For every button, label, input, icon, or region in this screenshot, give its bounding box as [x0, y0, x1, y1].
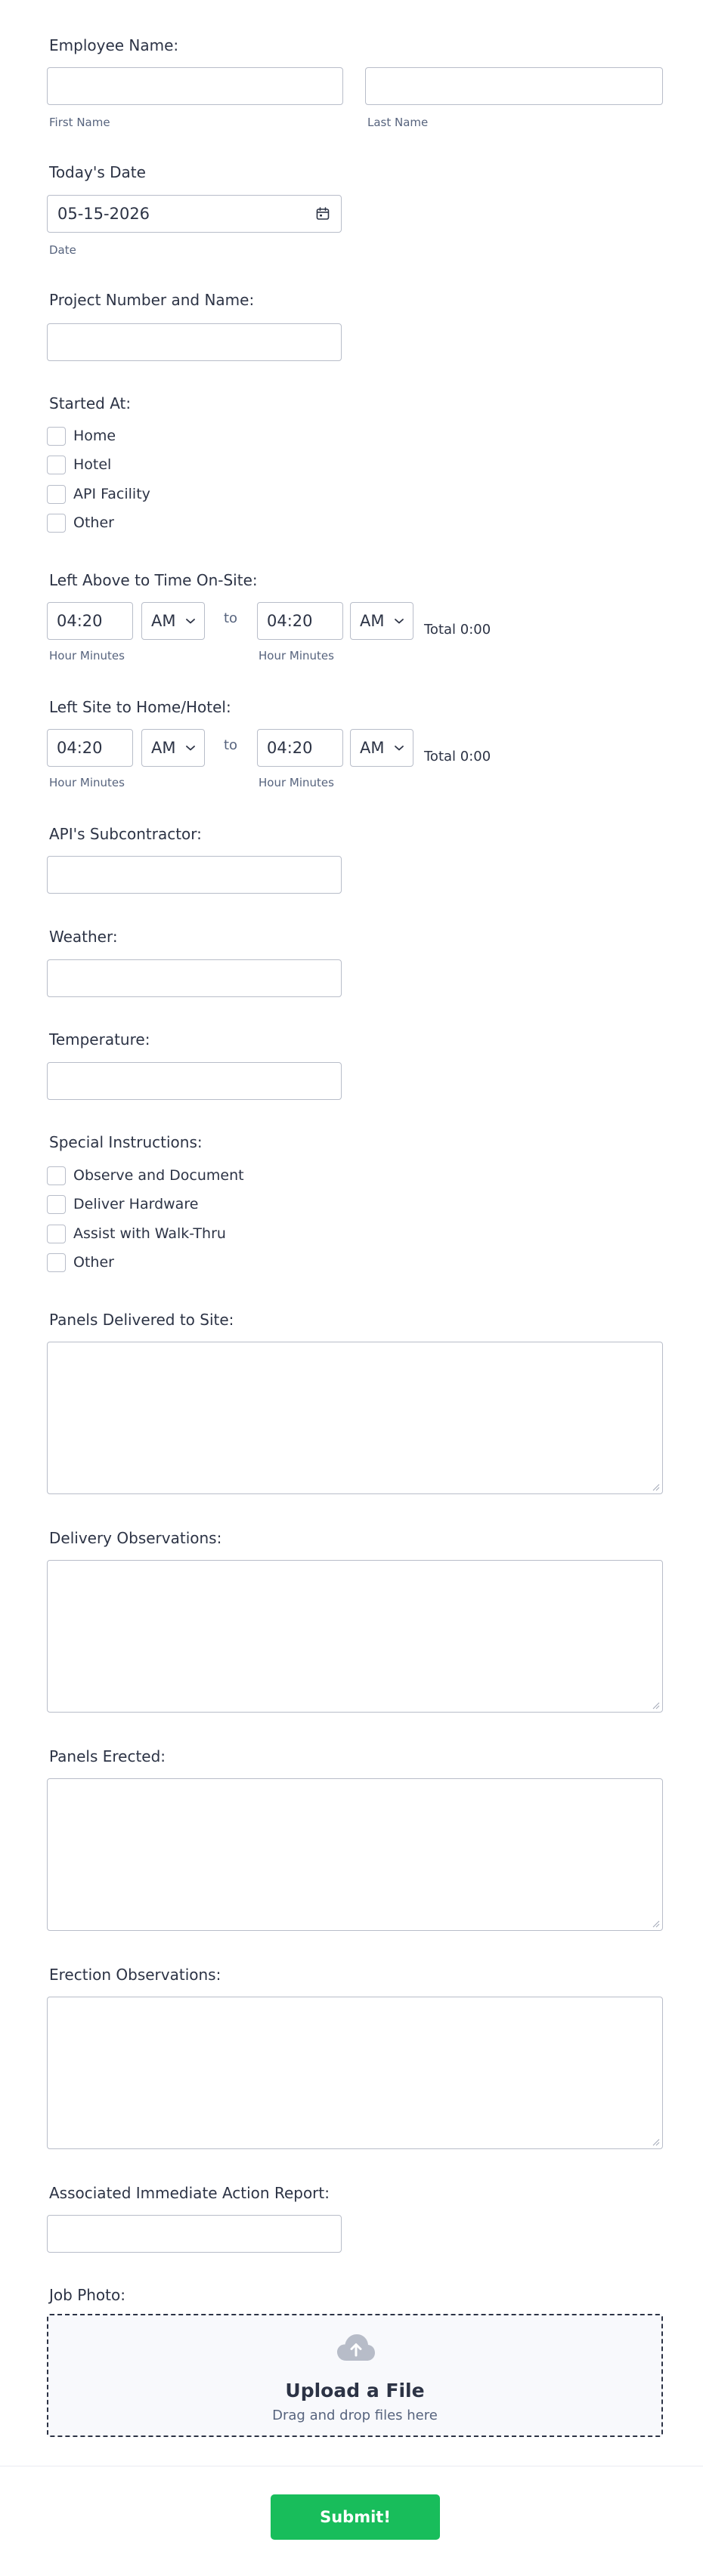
checkbox[interactable]: [47, 1195, 66, 1214]
checkbox[interactable]: [47, 1253, 66, 1272]
left-above-from-sublabel: Hour Minutes: [49, 649, 125, 663]
chevron-down-icon: [394, 744, 404, 752]
date-value: 05-15-2026: [57, 205, 150, 223]
left-site-total: Total 0:00: [424, 749, 491, 764]
left-above-to-ampm-select[interactable]: AM: [350, 602, 413, 640]
resize-grip-icon[interactable]: [651, 1919, 660, 1928]
weather-input[interactable]: [47, 959, 342, 997]
panels-delivered-label: Panels Delivered to Site:: [49, 1311, 234, 1329]
panels-delivered-textarea[interactable]: [47, 1342, 663, 1494]
left-above-label: Left Above to Time On-Site:: [49, 571, 258, 589]
todays-date-label: Today's Date: [49, 163, 146, 181]
time-range-to: to: [224, 610, 238, 626]
resize-grip-icon[interactable]: [651, 1482, 660, 1491]
left-above-to-sublabel: Hour Minutes: [259, 649, 334, 663]
started-at-option-api-facility[interactable]: API Facility: [47, 483, 150, 505]
resize-grip-icon[interactable]: [651, 1700, 660, 1710]
first-name-input[interactable]: [47, 67, 343, 105]
cloud-upload-icon: [336, 2332, 376, 2364]
first-name-sublabel: First Name: [49, 116, 110, 129]
erection-observations-textarea[interactable]: [47, 1997, 663, 2149]
checkbox[interactable]: [47, 485, 66, 504]
date-input[interactable]: [47, 195, 342, 233]
left-site-to-sublabel: Hour Minutes: [259, 776, 334, 789]
chevron-down-icon: [185, 617, 196, 625]
resize-grip-icon[interactable]: [651, 2137, 660, 2146]
started-at-option-hotel[interactable]: Hotel: [47, 454, 111, 475]
started-at-option-home[interactable]: Home: [47, 425, 116, 446]
submit-button[interactable]: Submit!: [271, 2494, 440, 2540]
upload-hint: Drag and drop files here: [272, 2408, 438, 2423]
project-input[interactable]: [47, 323, 342, 361]
chevron-down-icon: [394, 617, 404, 625]
upload-title: Upload a File: [285, 2380, 425, 2401]
left-above-from-ampm-select[interactable]: AM: [141, 602, 205, 640]
subcontractor-input[interactable]: [47, 856, 342, 894]
chevron-down-icon: [185, 744, 196, 752]
last-name-sublabel: Last Name: [367, 116, 429, 129]
action-report-input[interactable]: [47, 2215, 342, 2253]
left-site-label: Left Site to Home/Hotel:: [49, 698, 231, 716]
temperature-label: Temperature:: [49, 1030, 150, 1049]
left-site-from-time-input[interactable]: 04:20: [47, 729, 133, 767]
subcontractor-label: API's Subcontractor:: [49, 825, 202, 843]
checkbox[interactable]: [47, 514, 66, 533]
delivery-observations-textarea[interactable]: [47, 1560, 663, 1713]
special-instructions-option-deliver-hardware[interactable]: Deliver Hardware: [47, 1194, 198, 1215]
left-site-to-ampm-select[interactable]: AM: [350, 729, 413, 767]
erection-observations-label: Erection Observations:: [49, 1966, 221, 1984]
left-site-from-ampm-select[interactable]: AM: [141, 729, 205, 767]
file-upload-dropzone[interactable]: [47, 2314, 663, 2437]
date-sublabel: Date: [49, 243, 76, 257]
checkbox[interactable]: [47, 1225, 66, 1243]
time-range-to: to: [224, 737, 238, 753]
last-name-input[interactable]: [365, 67, 663, 105]
special-instructions-label: Special Instructions:: [49, 1133, 203, 1151]
left-above-to-time-input[interactable]: 04:20: [257, 602, 343, 640]
action-report-label: Associated Immediate Action Report:: [49, 2184, 330, 2202]
job-photo-label: Job Photo:: [49, 2286, 125, 2304]
checkbox[interactable]: [47, 1166, 66, 1185]
left-site-to-time-input[interactable]: 04:20: [257, 729, 343, 767]
panels-erected-label: Panels Erected:: [49, 1747, 166, 1765]
checkbox[interactable]: [47, 427, 66, 446]
panels-erected-textarea[interactable]: [47, 1778, 663, 1931]
delivery-observations-label: Delivery Observations:: [49, 1529, 222, 1547]
special-instructions-option-observe[interactable]: Observe and Document: [47, 1165, 244, 1186]
special-instructions-option-assist[interactable]: Assist with Walk-Thru: [47, 1223, 226, 1244]
calendar-icon[interactable]: [315, 206, 330, 221]
special-instructions-option-other[interactable]: Other: [47, 1252, 114, 1273]
started-at-label: Started At:: [49, 394, 132, 412]
left-above-total: Total 0:00: [424, 622, 491, 638]
checkbox[interactable]: [47, 456, 66, 474]
left-above-from-time-input[interactable]: 04:20: [47, 602, 133, 640]
temperature-input[interactable]: [47, 1062, 342, 1100]
weather-label: Weather:: [49, 928, 118, 946]
left-site-from-sublabel: Hour Minutes: [49, 776, 125, 789]
project-label: Project Number and Name:: [49, 291, 255, 309]
employee-name-label: Employee Name:: [49, 36, 179, 54]
started-at-option-other[interactable]: Other: [47, 512, 114, 533]
